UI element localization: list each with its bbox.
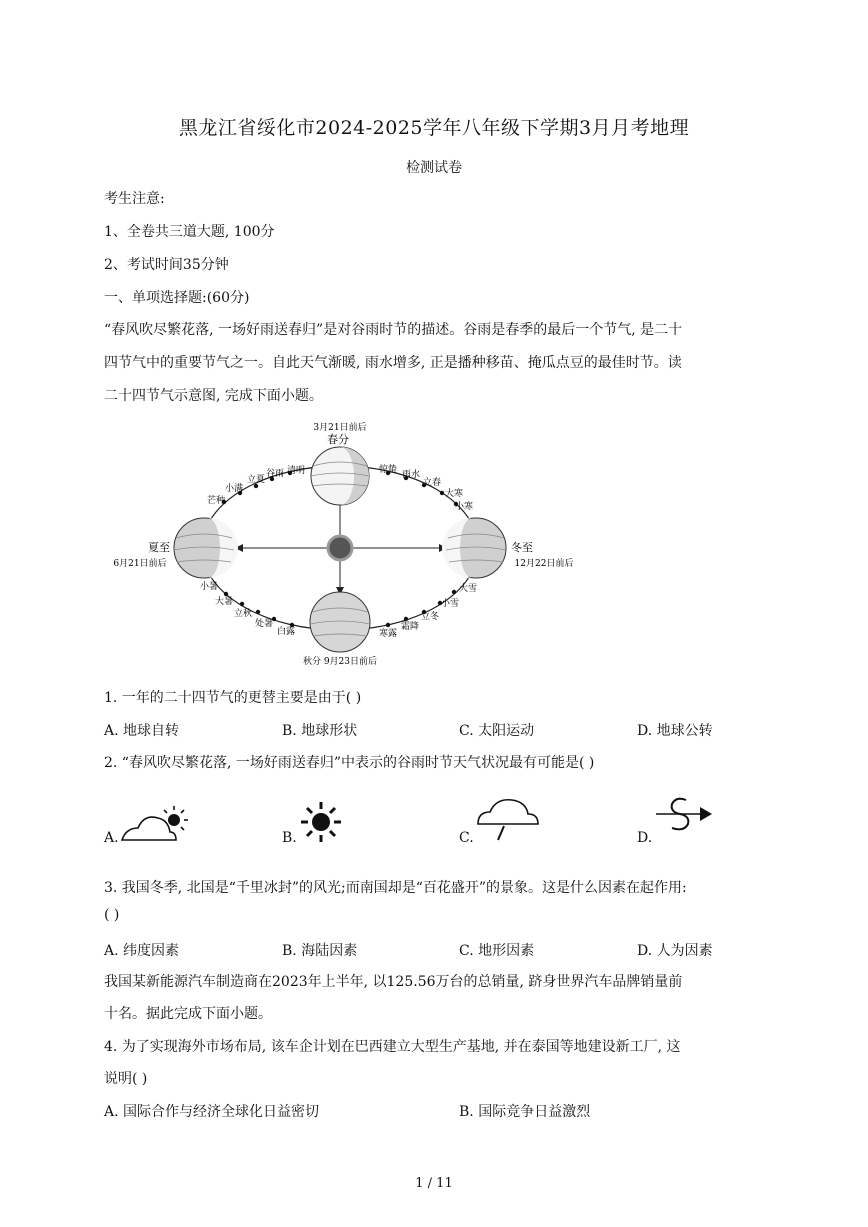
q1-option-a[interactable]: A. 地球自转 xyxy=(104,723,180,739)
term-label: 寒露 xyxy=(378,629,398,639)
document-title: 黑龙江省绥化市2024-2025学年八年级下学期3月月考地理 xyxy=(178,117,690,139)
term-label: 霜降 xyxy=(400,622,420,632)
sun-icon[interactable] xyxy=(298,800,344,844)
q4-stem-line-2: 说明( ) xyxy=(104,1071,148,1087)
q1-option-b[interactable]: B. 地球形状 xyxy=(282,723,358,739)
term-label: 小寒 xyxy=(454,502,474,512)
term-label: 大寒 xyxy=(444,489,464,499)
q2-option-a-label[interactable]: A. xyxy=(104,830,119,846)
sun-icon xyxy=(328,536,352,560)
term-label: 白露 xyxy=(276,627,296,637)
q4-option-a[interactable]: A. 国际合作与经济全球化日益密切 xyxy=(104,1104,320,1120)
passage2-line-1: 我国某新能源汽车制造商在2023年上半年, 以125.56万台的总销量, 跻身世界汽车品牌销量前 xyxy=(104,974,683,990)
q3-option-d[interactable]: D. 人为因素 xyxy=(637,943,713,959)
q3-option-a[interactable]: A. 纬度因素 xyxy=(104,943,180,959)
cloudy-sun-icon[interactable] xyxy=(118,800,190,846)
term-label: 立秋 xyxy=(233,609,253,619)
term-label: 小暑 xyxy=(199,582,219,592)
term-label: 芒种 xyxy=(206,496,226,506)
rain-cloud-icon[interactable] xyxy=(474,796,542,844)
notice-item-1: 1、全卷共三道大题, 100分 xyxy=(104,224,275,240)
label-winter: 冬至 xyxy=(511,541,533,554)
q1-stem: 1. 一年的二十四节气的更替主要是由于( ) xyxy=(104,690,362,706)
label-winter-date: 12月22日前后 xyxy=(514,559,574,569)
q2-option-b-label[interactable]: B. xyxy=(282,830,297,846)
label-spring: 春分 xyxy=(327,433,349,446)
term-label: 清明 xyxy=(286,466,306,476)
passage2-line-2: 十名。据此完成下面小题。 xyxy=(104,1006,272,1022)
solar-terms-diagram xyxy=(104,418,584,670)
q1-option-c[interactable]: C. 太阳运动 xyxy=(459,723,535,739)
label-summer-date: 6月21日前后 xyxy=(113,559,167,569)
wind-icon[interactable] xyxy=(654,794,714,836)
term-label: 处暑 xyxy=(254,619,274,629)
q2-stem: 2. “春风吹尽繁花落, 一场好雨送春归”中表示的谷雨时节天气状况最有可能是( ) xyxy=(104,755,595,771)
term-label: 立夏 xyxy=(246,475,266,485)
q1-option-d[interactable]: D. 地球公转 xyxy=(637,723,713,739)
intro-line-2: 四节气中的重要节气之一。自此天气渐暖, 雨水增多, 正是播种移苗、掩瓜点豆的最佳时节。读 xyxy=(104,355,682,371)
document-subtitle: 检测试卷 xyxy=(406,160,462,176)
term-label: 小满 xyxy=(224,484,244,494)
intro-line-1: “春风吹尽繁花落, 一场好雨送春归”是对谷雨时节的描述。谷雨是春季的最后一个节气, 是二十 xyxy=(104,322,683,338)
term-label: 立冬 xyxy=(420,612,440,622)
q3-stem-blank: ( ) xyxy=(104,907,120,923)
q3-option-b[interactable]: B. 海陆因素 xyxy=(282,943,358,959)
earth-globe-summer xyxy=(174,518,238,578)
page-number: 1 / 11 xyxy=(415,1176,453,1191)
earth-globe-spring xyxy=(311,447,369,505)
q3-option-c[interactable]: C. 地形因素 xyxy=(459,943,535,959)
label-autumn: 秋分 9月23日前后 xyxy=(302,657,378,667)
term-label: 立春 xyxy=(422,478,442,488)
term-label: 大暑 xyxy=(214,597,234,607)
term-label: 雨水 xyxy=(401,470,421,480)
term-label: 小雪 xyxy=(440,599,460,609)
label-summer: 夏至 xyxy=(148,541,170,554)
section1-heading: 一、单项选择题:(60分) xyxy=(104,290,250,306)
term-label: 惊蛰 xyxy=(378,465,398,475)
notice-heading: 考生注意: xyxy=(104,191,165,207)
label-top-date: 3月21日前后 xyxy=(313,423,367,433)
q3-stem: 3. 我国冬季, 北国是“千里冰封”的风光;而南国却是“百花盛开”的景象。这是什么因素在起作用: xyxy=(104,880,687,896)
term-label: 谷雨 xyxy=(265,469,285,479)
term-label: 大雪 xyxy=(458,584,478,594)
notice-item-2: 2、考试时间35分钟 xyxy=(104,257,229,273)
earth-globe-winter xyxy=(442,518,506,578)
intro-line-3: 二十四节气示意图, 完成下面小题。 xyxy=(104,388,323,404)
q4-stem: 4. 为了实现海外市场布局, 该车企计划在巴西建立大型生产基地, 并在泰国等地建设新工厂, 这 xyxy=(104,1039,681,1055)
q2-option-d-label[interactable]: D. xyxy=(637,830,653,846)
q4-option-b[interactable]: B. 国际竞争日益激烈 xyxy=(459,1104,591,1120)
q2-option-c-label[interactable]: C. xyxy=(459,830,474,846)
earth-globe-autumn xyxy=(310,592,370,652)
